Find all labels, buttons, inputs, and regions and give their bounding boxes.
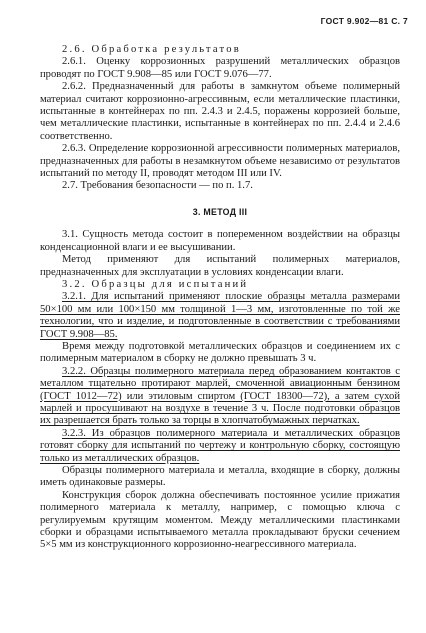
paragraph-3-2-3: 3.2.3. Из образцов полимерного материала и металлических образцов готовят сборку для испытаний по чертежу и контрольную сборку, состоящую только из металлических образцов. <box>40 427 400 464</box>
paragraph-time-limit: Время между подготовкой металлических образцов и соединением их с полимерным материалом в сборку не должно превышать 3 ч. <box>40 340 400 365</box>
section-title-method-3: 3. МЕТОД III <box>192 206 248 217</box>
paragraph-method-use: Метод применяют для испытаний полимерных материалов, предназначенных для эксплуатации в условиях конденсации влаги. <box>40 254 400 278</box>
page-header: ГОСТ 9.902—81 С. 7 <box>320 16 408 26</box>
paragraph-2-6-3: 2.6.3. Определение коррозионной агрессивности полимерных материалов, предназначенных для работы в незамкнутом объеме независимо от результатов испытаний по методу II, проводят методом III или IV. <box>40 143 400 180</box>
paragraph-3-1: 3.1. Сущность метода состоит в попеременном воздействии на образцы конденсационной влаги и ее высушивании. <box>40 229 400 253</box>
document-body <box>40 44 400 552</box>
subsection-heading-2-6: 2.6. Обработка результатов <box>62 44 241 55</box>
paragraph-2-6-2: 2.6.2. Предназначенный для работы в замкнутом объеме полимерный материал считают коррозионно-агрессивным, если металлические пластинки, испытанные в контейнерах по пп. 2.4.3 и 2.4.5, поражены коррозией больше, чем металлические пластинки, испытанные в контейнерах по пп. 2.4.4 и 2.4.6 соответственно. <box>40 81 400 142</box>
paragraph-same-size: Образцы полимерного материала и металла, входящие в сборку, должны иметь одинаковые размеры. <box>40 465 400 489</box>
paragraph-3-2-1: 3.2.1. Для испытаний применяют плоские образцы металла размерами 50×100 мм или 100×150 мм толщиной 1—3 мм, изготовленные по той же технологии, что и изделие, и подготовленные в соответствии с требованиями ГОСТ 9.908—85. <box>40 291 400 340</box>
paragraph-2-6-1: 2.6.1. Оценку коррозионных разрушений металлических образцов проводят по ГОСТ 9.908—85 или ГОСТ 9.076—77. <box>40 56 400 80</box>
subsection-heading-3-2: 3.2. Образцы для испытаний <box>62 278 249 290</box>
paragraph-assembly-design: Конструкция сборок должна обеспечивать постоянное усилие прижатия полимерного материала к металлу, например, с помощью ключа с регулируемым крутящим моментом. Между металлическими пластинками сборки и образцами испытываемого металла прокладывают бруски сечением 5×5 мм из конструкционного коррозионно-неагрессивного материала. <box>40 489 400 551</box>
paragraph-2-7: 2.7. Требования безопасности — по п. 1.7. <box>62 180 253 192</box>
paragraph-3-2-2: 3.2.2. Образцы полимерного материала перед образованием контактов с металлом тщательно протирают марлей, смоченной авиационным бензином (ГОСТ 1012—72) или этиловым спиртом (ГОСТ 18300—72), а затем сухой марлей и просушивают на воздухе в течение 3 ч. После подготовки образцов их разрешается брать только за торцы в хлопчатобумажных перчатках. <box>40 365 400 427</box>
